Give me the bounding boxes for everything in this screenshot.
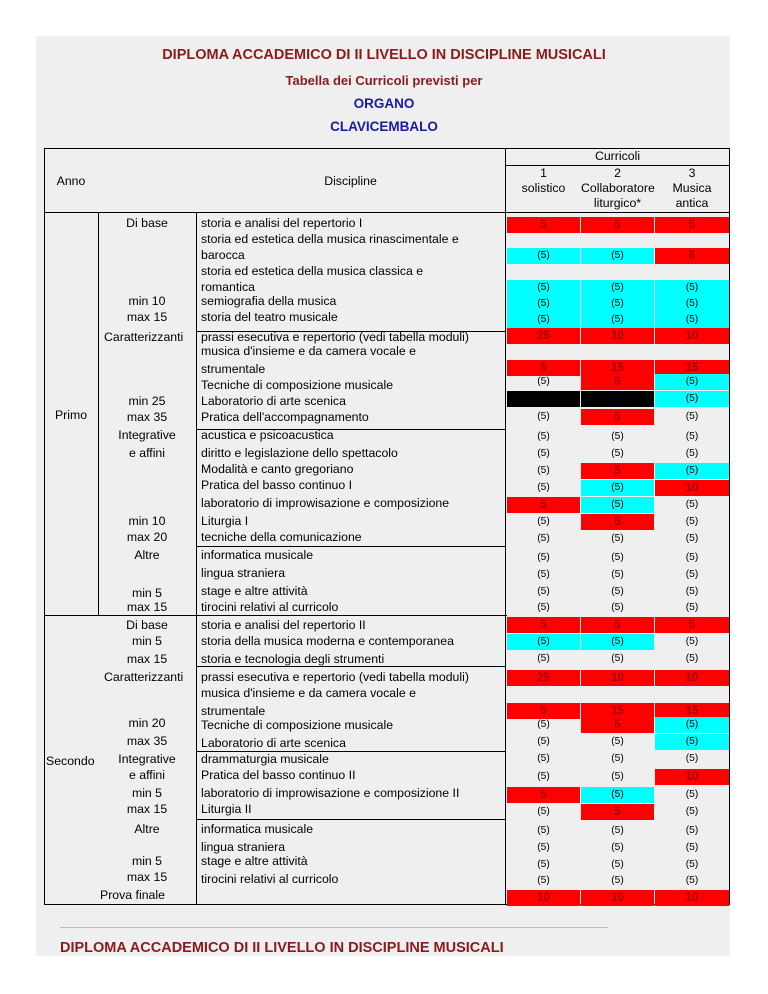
credit-cell: (5) [581, 248, 654, 264]
credit-cell: (5) [537, 569, 550, 580]
credit-cell: 5 [507, 787, 580, 803]
discipline-name: storia e analisi del repertorio II [201, 618, 366, 632]
category-label: min 5 [131, 634, 163, 648]
credit-cell: (5) [655, 463, 729, 479]
credit-cell: 5 [655, 248, 729, 264]
credit-cell: (5) [537, 806, 550, 817]
credit-cell: 5 [655, 617, 729, 633]
credit-cell: 5 [581, 374, 654, 390]
discipline-header: Discipline [324, 174, 377, 188]
credit-cell: (5) [507, 296, 580, 312]
document-subtitle: Tabella dei Curricoli previsti per [285, 73, 483, 88]
credit-cell: (5) [537, 753, 550, 764]
discipline-name: acustica e psicoacustica [201, 428, 334, 442]
table-rule [196, 666, 505, 667]
credit-cell: (5) [611, 533, 624, 544]
credit-cell: 25 [507, 670, 580, 686]
curricoli-header: Curricoli [594, 149, 641, 163]
category-label: min 5 [131, 854, 163, 868]
credit-cell: (5) [685, 636, 699, 647]
credit-cell: (5) [537, 653, 550, 664]
credit-cell: 5 [581, 217, 654, 233]
credit-cell: 5 [581, 514, 654, 530]
discipline-name: Pratica dell'accompagnamento [201, 410, 369, 424]
curriculum-1-number: 1 [540, 166, 547, 180]
discipline-name: prassi esecutiva e repertorio (vedi tabella moduli) [201, 330, 469, 344]
instrument-organo: ORGANO [353, 96, 415, 111]
discipline-name: lingua straniera [201, 566, 286, 580]
category-label: max 15 [126, 310, 168, 324]
credit-cell: (5) [537, 859, 550, 870]
discipline-name: Tecniche di composizione musicale [201, 378, 394, 392]
credit-cell: (5) [537, 875, 550, 886]
credit-cell: (5) [537, 516, 550, 527]
table-rule [505, 148, 506, 904]
discipline-name: tecniche della comunicazione [201, 530, 362, 544]
discipline-name: storia del teatro musicale [201, 310, 338, 324]
category-label: min 10 [128, 514, 166, 528]
discipline-name: musica d'insieme e da camera vocale e [201, 686, 416, 700]
credit-cell: (5) [685, 653, 699, 664]
category-label: min 10 [128, 294, 166, 308]
credit-cell: (5) [685, 602, 699, 613]
curriculum-2-name-2: liturgico* [593, 196, 642, 210]
credit-cell: (5) [537, 842, 550, 853]
discipline-name: Pratica del basso continuo II [201, 768, 356, 782]
credit-cell: 10 [655, 670, 729, 686]
credit-cell: 10 [581, 328, 654, 344]
category-label: min 5 [131, 586, 163, 600]
credit-cell: 15 [655, 360, 729, 376]
credit-cell: (5) [611, 875, 624, 886]
year-label: Secondo [46, 754, 95, 768]
table-rule [196, 819, 505, 820]
credit-cell: (5) [655, 312, 729, 328]
category-label: max 35 [126, 734, 168, 748]
credit-cell: (5) [685, 448, 699, 459]
credit-cell: 5 [581, 409, 654, 425]
category-label: Di base [126, 216, 168, 230]
discipline-name: Pratica del basso continuo I [201, 478, 353, 492]
credit-cell: (5) [537, 825, 550, 836]
credit-cell: (5) [611, 736, 624, 747]
credit-cell: (5) [581, 296, 654, 312]
category-label: Caratterizzanti [104, 330, 184, 344]
credit-cell: (5) [685, 825, 699, 836]
credit-cell: (5) [685, 806, 699, 817]
credit-cell: (5) [537, 411, 550, 422]
credit-cell: (5) [685, 859, 699, 870]
discipline-name: prassi esecutiva e repertorio (vedi tabella moduli) [201, 670, 469, 684]
discipline-name: storia della musica moderna e contemporanea [201, 634, 454, 648]
table-rule [44, 148, 45, 904]
credit-cell: 10 [581, 670, 654, 686]
credit-cell: (5) [537, 431, 550, 442]
credit-cell: (5) [611, 586, 624, 597]
credit-cell: 10 [507, 890, 580, 906]
credit-cell: 5 [507, 360, 580, 376]
instrument-clavicembalo: CLAVICEMBALO [330, 119, 438, 134]
credit-cell: 5 [581, 463, 654, 479]
credit-cell: (5) [611, 602, 624, 613]
category-label: max 15 [126, 652, 168, 666]
category-label: min 20 [128, 716, 166, 730]
credit-cell: (5) [611, 431, 624, 442]
category-label: min 5 [131, 786, 163, 800]
credit-cell: (5) [685, 516, 699, 527]
discipline-name: stage e altre attività [201, 854, 308, 868]
discipline-name: Tecniche di composizione musicale [201, 718, 394, 732]
credit-cell: (5) [611, 825, 624, 836]
credit-cell: 5 [507, 617, 580, 633]
credit-cell: (5) [685, 552, 699, 563]
footer-divider [60, 927, 608, 928]
credit-cell: (5) [611, 653, 624, 664]
category-label: e affini [128, 768, 165, 782]
credit-cell: (5) [685, 499, 699, 510]
discipline-name: musica d'insieme e da camera vocale e [201, 344, 416, 358]
credit-cell: (5) [611, 569, 624, 580]
credit-cell: (5) [581, 480, 654, 496]
category-label: Altre [134, 822, 160, 836]
credit-cell: 5 [581, 617, 654, 633]
credit-cell: (5) [507, 634, 580, 650]
credit-cell: (5) [581, 787, 654, 803]
category-label: Integrative [118, 428, 176, 442]
discipline-name: Laboratorio di arte scenica [201, 394, 346, 408]
credit-cell: 15 [581, 360, 654, 376]
credit-cell: (5) [537, 719, 550, 730]
credit-cell: (5) [581, 280, 654, 296]
credit-cell: 10 [655, 769, 729, 785]
discipline-name: drammaturgia musicale [201, 752, 329, 766]
credit-cell: 15 [581, 703, 654, 719]
category-label: Integrative [118, 752, 176, 766]
category-label: Altre [134, 548, 160, 562]
credit-cell: (5) [537, 552, 550, 563]
credit-cell: 10 [581, 890, 654, 906]
credit-cell: (5) [611, 771, 624, 782]
discipline-name: Liturgia I [201, 514, 249, 528]
credit-cell: 10 [655, 328, 729, 344]
curriculum-2-number: 2 [614, 166, 621, 180]
credit-cell: 5 [581, 717, 654, 733]
credit-cell: (5) [685, 875, 699, 886]
credit-cell: (5) [581, 312, 654, 328]
credit-cell: 5 [507, 217, 580, 233]
credit-cell [581, 391, 654, 407]
credit-cell: (5) [655, 391, 729, 407]
table-rule [196, 546, 505, 547]
credit-cell: (5) [611, 842, 624, 853]
discipline-name: Liturgia II [201, 802, 252, 816]
discipline-name: Modalità e canto gregoriano [201, 462, 354, 476]
discipline-name: tirocini relativi al curricolo [201, 872, 339, 886]
credit-cell: (5) [537, 533, 550, 544]
credit-cell: (5) [537, 376, 550, 387]
footer-title: DIPLOMA ACCADEMICO DI II LIVELLO IN DISCIPLINE MUSICALI [60, 940, 504, 956]
discipline-name: storia ed estetica della musica classica e [201, 264, 424, 278]
discipline-name: strumentale [201, 704, 266, 718]
credit-cell: (5) [537, 736, 550, 747]
credit-cell: (5) [537, 448, 550, 459]
credit-cell [507, 391, 580, 407]
discipline-name: semiografia della musica [201, 294, 337, 308]
credit-cell: (5) [581, 634, 654, 650]
discipline-name: romantica [201, 280, 255, 294]
credit-cell: 5 [507, 497, 580, 513]
credit-cell: 10 [655, 890, 729, 906]
category-label: max 35 [126, 410, 168, 424]
credit-cell: (5) [611, 448, 624, 459]
credit-cell: 5 [581, 804, 654, 820]
discipline-name: Laboratorio di arte scenica [201, 736, 346, 750]
credit-cell: (5) [507, 312, 580, 328]
credit-cell: 25 [507, 328, 580, 344]
credit-cell: (5) [685, 431, 699, 442]
document-title: DIPLOMA ACCADEMICO DI II LIVELLO IN DISCIPLINE MUSICALI [162, 47, 606, 63]
discipline-name: strumentale [201, 362, 266, 376]
discipline-name: laboratorio di improwisazione e composizione II [201, 786, 460, 800]
credit-cell: (5) [581, 497, 654, 513]
credit-cell: (5) [537, 586, 550, 597]
credit-cell: (5) [685, 533, 699, 544]
discipline-name: diritto e legislazione dello spettacolo [201, 446, 398, 460]
discipline-name: tirocini relativi al curricolo [201, 600, 339, 614]
credit-cell: (5) [655, 280, 729, 296]
curriculum-1-name: solistico [521, 181, 566, 195]
year-label: Primo [54, 408, 88, 422]
discipline-name: barocca [201, 248, 245, 262]
category-label: Prova finale [100, 888, 165, 902]
discipline-name: informatica musicale [201, 822, 314, 836]
category-label: max 15 [126, 870, 168, 884]
category-label: max 15 [126, 600, 168, 614]
credit-cell: (5) [611, 859, 624, 870]
discipline-name: laboratorio di improwisazione e composizione [201, 496, 450, 510]
curriculum-3-number: 3 [688, 166, 696, 180]
anno-header: Anno [56, 174, 86, 188]
credit-cell: (5) [685, 586, 699, 597]
credit-cell: (5) [685, 753, 699, 764]
credit-cell: (5) [507, 248, 580, 264]
credit-cell: (5) [655, 296, 729, 312]
credit-cell: (5) [655, 734, 729, 750]
credit-cell: (5) [685, 842, 699, 853]
category-label: min 25 [128, 394, 166, 408]
discipline-name: storia e analisi del repertorio I [201, 216, 363, 230]
curriculum-2-name: Collaboratore [581, 181, 655, 195]
credit-cell: (5) [611, 753, 624, 764]
credit-cell: (5) [685, 569, 699, 580]
discipline-name: lingua straniera [201, 840, 286, 854]
table-rule [729, 148, 730, 904]
table-rule [44, 212, 730, 213]
credit-cell: 10 [655, 480, 729, 496]
discipline-name: informatica musicale [201, 548, 314, 562]
curriculum-3-name: Musica [672, 181, 712, 195]
curriculum-3-name-2: antica [675, 196, 709, 210]
discipline-name: stage e altre attività [201, 584, 308, 598]
credit-cell: (5) [655, 717, 729, 733]
table-rule [44, 615, 507, 616]
credit-cell: (5) [611, 552, 624, 563]
category-label: Di base [126, 618, 168, 632]
category-label: Caratterizzanti [104, 670, 184, 684]
credit-cell: (5) [685, 411, 699, 422]
discipline-name: storia e tecnologia degli strumenti [201, 652, 385, 666]
category-label: max 20 [126, 530, 168, 544]
credit-cell: (5) [537, 465, 550, 476]
credit-cell: (5) [507, 280, 580, 296]
category-label: e affini [128, 446, 165, 460]
credit-cell: (5) [655, 374, 729, 390]
credit-cell: 15 [655, 703, 729, 719]
credit-cell: (5) [685, 789, 699, 800]
discipline-name: storia ed estetica della musica rinascimentale e [201, 232, 459, 246]
credit-cell: 5 [507, 703, 580, 719]
credit-cell: (5) [537, 482, 550, 493]
credit-cell: (5) [537, 771, 550, 782]
category-label: max 15 [126, 802, 168, 816]
table-rule [196, 212, 197, 904]
credit-cell: (5) [537, 602, 550, 613]
credit-cell: 5 [655, 217, 729, 233]
